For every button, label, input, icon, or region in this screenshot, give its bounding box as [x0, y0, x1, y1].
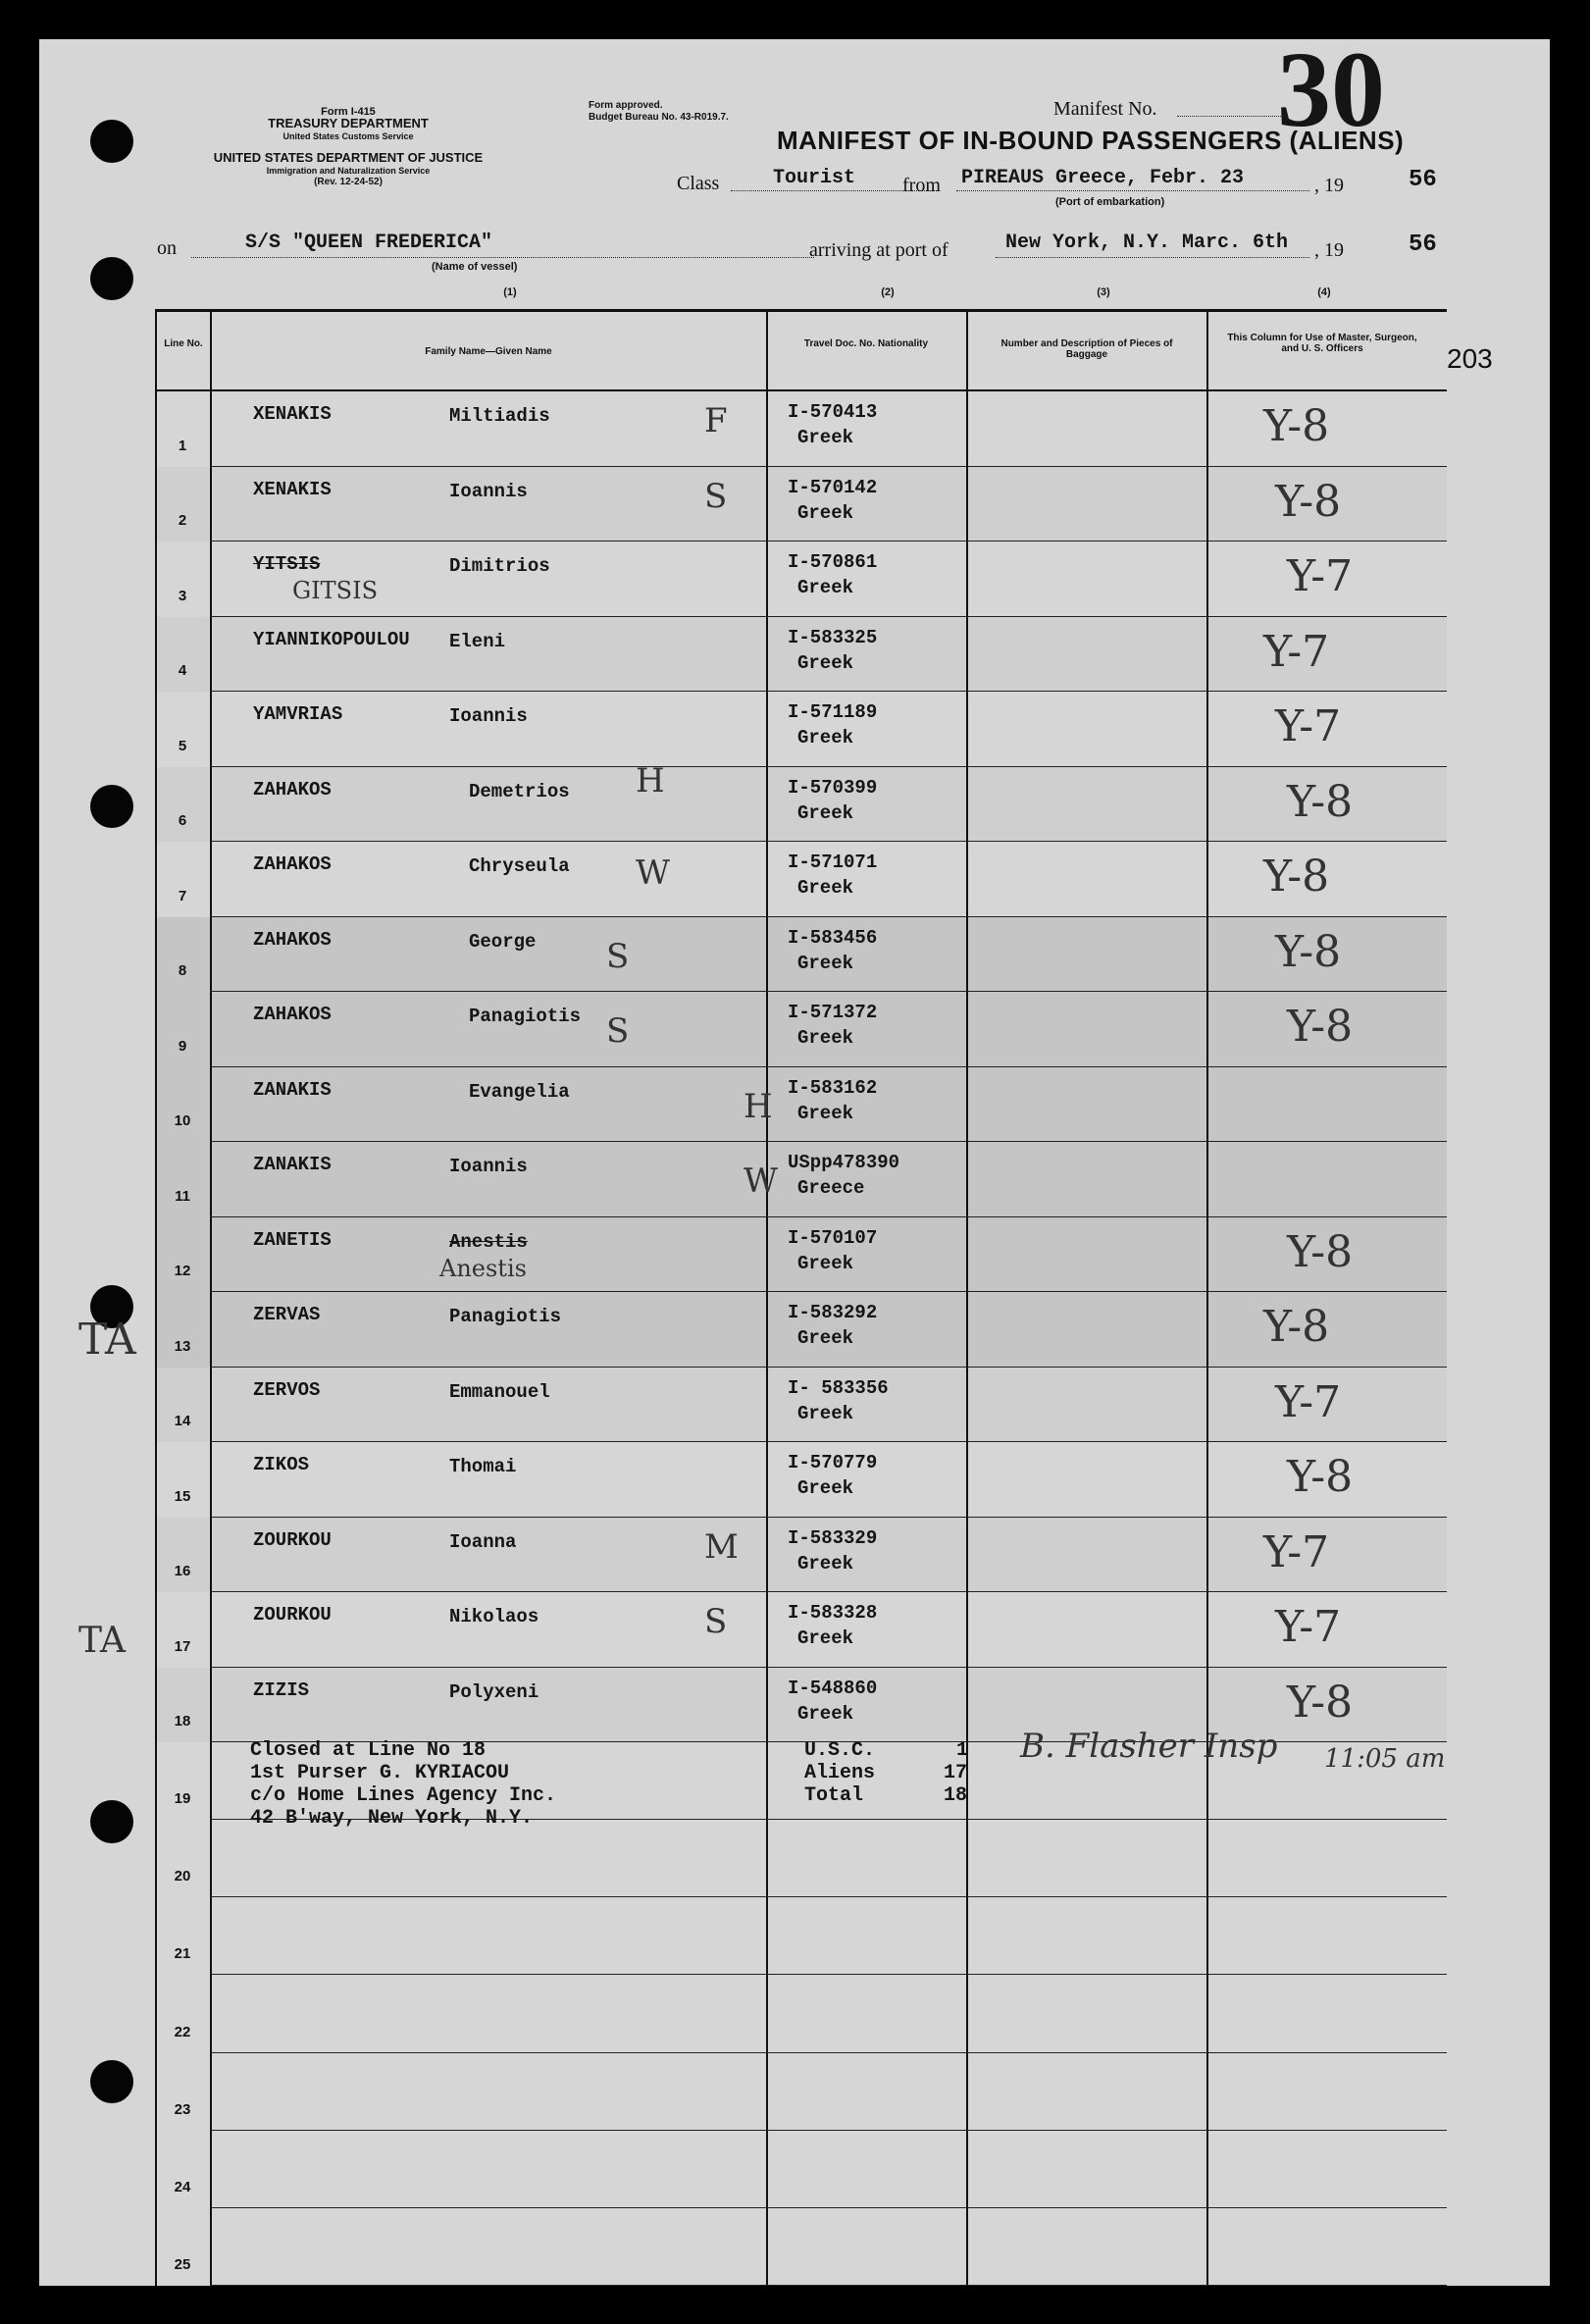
handwritten-annotation: M: [704, 1526, 739, 1567]
travel-doc-no: I-583292: [788, 1302, 878, 1323]
given-name: Panagiotis: [469, 1006, 582, 1027]
travel-doc-no: I-570413: [788, 401, 878, 423]
closing-line-1: Closed at Line No 18: [250, 1739, 487, 1762]
given-name: Thomai: [449, 1456, 517, 1477]
manifest-sheet: [39, 29, 1550, 2286]
manifest-no-label: Manifest No.: [1053, 98, 1157, 120]
table-row: [155, 760, 1447, 843]
empty-row: [155, 2208, 1447, 2286]
arriving-label: arriving at port of: [809, 239, 949, 261]
customs-service: United States Customs Service: [282, 131, 414, 141]
table-row: [155, 1142, 1447, 1217]
family-name: ZIKOS: [253, 1454, 310, 1475]
manifest-no-line: [1177, 116, 1285, 117]
officer-mark: Y-8: [1275, 926, 1342, 977]
col-header-officers: This Column for Use of Master, Surgeon, and U. S. Officers: [1227, 333, 1417, 354]
col-num-2: (2): [881, 286, 895, 298]
on-label: on: [157, 237, 177, 259]
nationality: Greek: [797, 1552, 854, 1575]
table-row: [155, 1368, 1447, 1443]
col-num-3: (3): [1097, 286, 1110, 298]
line-number: 1: [178, 437, 187, 454]
handwritten-annotation: S: [606, 936, 630, 976]
officer-mark: Y-8: [1287, 776, 1354, 827]
given-name: Ioannis: [449, 480, 528, 502]
family-name: ZAHAKOS: [253, 853, 332, 875]
nationality: Greek: [797, 427, 854, 448]
table-row: [155, 1592, 1447, 1668]
given-name: Eleni: [449, 630, 506, 652]
empty-row: [155, 1820, 1447, 1897]
empty-row: [155, 1897, 1447, 1975]
family-name: ZANAKIS: [253, 1078, 332, 1101]
travel-doc-no: I-583329: [788, 1526, 878, 1549]
nationality: Greek: [797, 1402, 854, 1424]
table-top-border: [155, 309, 1447, 312]
col-num-1: (1): [503, 286, 517, 298]
travel-doc-no: USpp478390: [788, 1152, 900, 1173]
line-number: 15: [174, 1487, 191, 1505]
given-name: Miltiadis: [449, 405, 550, 427]
given-name: Nikolaos: [449, 1606, 539, 1627]
class-value: Tourist: [773, 167, 856, 189]
table-row: [155, 467, 1447, 542]
given-name: Ioanna: [449, 1530, 517, 1553]
nationality: Greek: [797, 1102, 854, 1124]
nationality: Greek: [797, 1627, 854, 1649]
year-2: 56: [1409, 232, 1437, 258]
col-header-baggage: Number and Description of Pieces of Baggage: [1000, 338, 1173, 360]
travel-doc-no: I- 583356: [788, 1376, 889, 1399]
travel-doc-no: I-571189: [788, 701, 878, 723]
vessel-line: [191, 257, 814, 258]
travel-doc-no: I-570107: [788, 1226, 878, 1249]
nationality: Greek: [797, 501, 854, 524]
family-name: YIANNIKOPOULOU: [253, 628, 410, 650]
travel-doc-no: I-570142: [788, 476, 878, 498]
line-number: 2: [178, 512, 187, 529]
officer-mark: Y-8: [1263, 1302, 1330, 1352]
line-number: 17: [174, 1637, 191, 1655]
given-name: Chryseula: [469, 855, 570, 877]
table-row: [155, 842, 1447, 917]
travel-doc-no: I-583162: [788, 1076, 878, 1099]
line-number: 24: [174, 2178, 191, 2195]
given-name: George: [469, 930, 537, 953]
line-number: 23: [174, 2100, 191, 2118]
family-name: ZANETIS: [253, 1228, 332, 1251]
treasury-dept: TREASURY DEPARTMENT: [268, 116, 429, 130]
line-number: 25: [174, 2255, 191, 2273]
given-name: Ioannis: [449, 1156, 528, 1177]
year-prefix-2: , 19: [1314, 239, 1344, 261]
line-number: 4: [178, 662, 187, 679]
form-approved: Form approved.: [589, 100, 663, 111]
given-name: Polyxeni: [449, 1680, 539, 1703]
officer-mark: Y-8: [1287, 1452, 1354, 1502]
given-name: Ioannis: [449, 705, 528, 727]
family-name: ZERVOS: [253, 1378, 321, 1401]
travel-doc-no: I-570779: [788, 1452, 878, 1473]
given-name: Dimitrios: [449, 555, 550, 577]
handwritten-annotation: W: [636, 853, 670, 893]
nationality: Greek: [797, 1327, 854, 1349]
col-header-doc: Travel Doc. No. Nationality: [803, 338, 929, 349]
officer-mark: Y-8: [1287, 1677, 1354, 1728]
handwritten-annotation: Anestis: [439, 1254, 527, 1282]
officer-mark: Y-7: [1263, 1526, 1330, 1577]
given-name: Panagiotis: [449, 1306, 562, 1327]
aliens-count: 17: [944, 1762, 968, 1784]
usc-count: 1: [956, 1739, 969, 1762]
closing-line-3: c/o Home Lines Agency Inc.: [250, 1784, 557, 1807]
form-number: Form I-415: [321, 106, 376, 118]
table-row: [155, 917, 1447, 993]
empty-row: [155, 1975, 1447, 2052]
family-name: ZANAKIS: [253, 1154, 332, 1175]
page-stamp: 203: [1447, 343, 1493, 374]
travel-doc-no: I-571372: [788, 1002, 878, 1023]
table-row: [155, 542, 1447, 617]
line-number: 10: [174, 1112, 191, 1129]
family-name: XENAKIS: [253, 403, 332, 425]
nationality: Greek: [797, 727, 854, 749]
year-prefix-1: , 19: [1314, 175, 1344, 196]
line-number: 3: [178, 587, 187, 604]
closing-line-4: 42 B'way, New York, N.Y.: [250, 1807, 534, 1830]
family-name: ZIZIS: [253, 1678, 310, 1701]
class-label: Class: [677, 173, 720, 194]
given-name: Anestis: [449, 1230, 528, 1253]
handwritten-annotation: S: [704, 1602, 728, 1641]
justice-dept: UNITED STATES DEPARTMENT OF JUSTICE: [213, 150, 484, 165]
nationality: Greek: [797, 801, 854, 824]
handwritten-annotation: W: [744, 1162, 778, 1201]
travel-doc-no: I-583328: [788, 1602, 878, 1624]
inspector-signature: B. Flasher Insp: [1020, 1727, 1278, 1766]
nationality: Greek: [797, 1252, 854, 1274]
line-number: 16: [174, 1563, 191, 1579]
family-name: ZAHAKOS: [253, 1004, 332, 1025]
col-header-line: Line No.: [164, 338, 203, 349]
table-row: [155, 1067, 1447, 1143]
year-1: 56: [1409, 167, 1437, 193]
nationality: Greek: [797, 877, 854, 899]
binder-hole: [90, 2060, 133, 2103]
line-number: 6: [178, 812, 187, 829]
row-rule: [210, 2285, 1447, 2286]
nationality: Greek: [797, 651, 854, 674]
total-count: 18: [944, 1784, 968, 1807]
travel-doc-no: I-583456: [788, 926, 878, 949]
travel-doc-no: I-548860: [788, 1677, 878, 1699]
handwritten-annotation: GITSIS: [292, 577, 379, 604]
line-number: 21: [174, 1945, 191, 1963]
arrival-value: New York, N.Y. Marc. 6th: [1005, 232, 1289, 254]
from-label: from: [902, 175, 941, 196]
table-row: [155, 1292, 1447, 1368]
arrival-line: [996, 257, 1309, 258]
ins-service: Immigration and Naturalization Service: [266, 166, 431, 176]
line-number: 18: [174, 1713, 191, 1730]
total-label: Total: [804, 1784, 864, 1807]
given-name: Evangelia: [469, 1080, 570, 1103]
handwritten-annotation: F: [704, 401, 728, 440]
officer-mark: Y-7: [1263, 626, 1330, 677]
officer-mark: Y-8: [1287, 1226, 1354, 1277]
inspection-time: 11:05 am: [1324, 1744, 1446, 1774]
table-row: [155, 617, 1447, 693]
table-row: [155, 992, 1447, 1067]
binder-hole: [90, 785, 133, 828]
travel-doc-no: I-570399: [788, 776, 878, 799]
usc-label: U.S.C.: [804, 1739, 876, 1762]
travel-doc-no: I-571071: [788, 852, 878, 873]
from-value: PIREAUS Greece, Febr. 23: [961, 167, 1245, 189]
vessel-caption: (Name of vessel): [432, 261, 518, 273]
port-caption: (Port of embarkation): [1055, 196, 1165, 208]
given-name: Emmanouel: [449, 1380, 550, 1403]
margin-mark-ta: TA: [78, 1315, 136, 1365]
binder-hole: [90, 257, 133, 300]
nationality: Greek: [797, 1477, 854, 1499]
given-name: Demetrios: [469, 780, 570, 802]
passenger-table: [155, 309, 1447, 2286]
line-number: 7: [178, 887, 187, 904]
handwritten-annotation: S: [704, 476, 728, 516]
officer-mark: Y-8: [1263, 852, 1330, 902]
margin-mark-ta: TA: [78, 1621, 127, 1661]
officer-mark: Y-7: [1275, 1602, 1342, 1652]
table-row: [155, 692, 1447, 767]
revision: (Rev. 12-24-52): [314, 177, 383, 187]
nationality: Greek: [797, 577, 854, 598]
line-number: 14: [174, 1413, 191, 1429]
nationality: Greek: [797, 952, 854, 974]
line-number: 11: [175, 1187, 190, 1205]
nationality: Greek: [797, 1027, 854, 1049]
table-row: [155, 1518, 1447, 1593]
officer-mark: Y-7: [1275, 1376, 1342, 1427]
family-name: ZOURKOU: [253, 1528, 332, 1551]
col-num-4: (4): [1317, 286, 1331, 298]
line-number: 22: [174, 2023, 191, 2040]
table-row: [155, 1442, 1447, 1518]
from-line: [956, 190, 1309, 191]
handwritten-annotation: S: [606, 1011, 630, 1051]
table-row: [155, 1217, 1447, 1293]
family-name: ZAHAKOS: [253, 928, 332, 951]
table-row: [155, 391, 1447, 467]
travel-doc-no: I-570861: [788, 551, 878, 573]
officer-mark: Y-7: [1287, 551, 1354, 601]
handwritten-annotation: H: [744, 1086, 773, 1126]
line-number: 5: [178, 737, 187, 754]
budget-bureau: Budget Bureau No. 43-R019.7.: [589, 112, 729, 123]
officer-mark: Y-8: [1263, 401, 1330, 451]
col-header-name: Family Name—Given Name: [425, 346, 552, 357]
nationality: Greece: [797, 1177, 865, 1199]
manifest-number: 30: [1277, 29, 1385, 149]
handwritten-annotation: H: [636, 760, 665, 800]
family-name: ZOURKOU: [253, 1604, 332, 1626]
line-number: 9: [178, 1037, 187, 1055]
line-number: 8: [178, 962, 187, 979]
aliens-label: Aliens: [804, 1762, 876, 1784]
vessel-name: S/S "QUEEN FREDERICA": [245, 232, 493, 254]
binder-hole: [90, 1800, 133, 1843]
line-number: 13: [174, 1337, 191, 1355]
nationality: Greek: [797, 1702, 854, 1725]
line-number: 20: [174, 1868, 191, 1885]
family-name: YAMVRIAS: [253, 703, 343, 725]
closing-line-2: 1st Purser G. KYRIACOU: [250, 1762, 510, 1784]
manifest-title: MANIFEST OF IN-BOUND PASSENGERS (ALIENS): [777, 126, 1405, 155]
officer-mark: Y-8: [1275, 476, 1342, 527]
empty-row: [155, 2053, 1447, 2131]
line-number: 19: [174, 1790, 191, 1808]
line-number: 12: [174, 1263, 191, 1279]
binder-hole: [90, 120, 133, 163]
family-name: ZERVAS: [253, 1304, 321, 1325]
officer-mark: Y-8: [1287, 1002, 1354, 1052]
officer-mark: Y-7: [1275, 701, 1342, 751]
travel-doc-no: I-583325: [788, 626, 878, 648]
empty-row: [155, 2131, 1447, 2208]
family-name: XENAKIS: [253, 478, 332, 500]
family-name: YITSIS: [253, 553, 321, 575]
family-name: ZAHAKOS: [253, 778, 332, 800]
